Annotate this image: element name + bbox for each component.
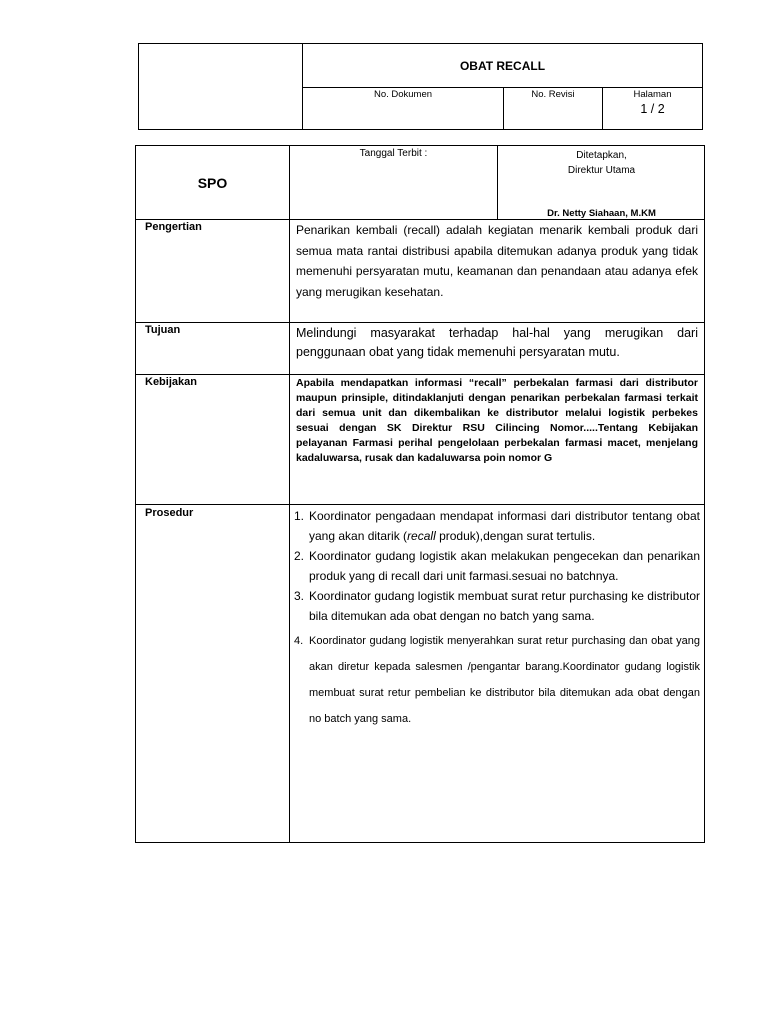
page-cell: [603, 88, 702, 129]
logo-cell: [139, 44, 303, 129]
issue-date-label: Tanggal Terbit :: [359, 148, 428, 159]
revision-label: No. Revisi: [531, 89, 575, 100]
approval-cell: [499, 146, 704, 219]
revision-cell: [504, 88, 603, 129]
document-title: OBAT RECALL: [303, 44, 702, 88]
kebijakan-text: Apabila mendapatkan informasi “recall” perbekalan farmasi dari distributor maupun prinsiple, ditindaklanjuti dengan penarikan perbekalan farmasi terkait dari semua unit dan dikembalikan ke distributor melalui logistik perbekes sesuai dengan SK Direktur RSU Cilincing Nomor.....Tentang Kebijakan pelayanan Farmasi perihal pengelolaan perbekalan farmasi macet, menjelang kadaluwarsa, rusak dan kadaluwarsa poin nomor G: [296, 377, 698, 464]
pengertian-text: Penarikan kembali (recall) adalah kegiatan menarik kembali produk dari semua mata rantai distribusi apabila ditemukan adanya produk yang tidak memenuhi persyaratan mutu, keamanan dan penandaan atau adanya efek yang merugikan kesehatan.: [296, 223, 698, 299]
kebijakan-label: Kebijakan: [145, 376, 197, 388]
prosedur-steps: [291, 506, 700, 732]
tujuan-label: Tujuan: [145, 324, 181, 336]
page-label: Halaman: [633, 89, 672, 100]
tujuan-text: Melindungi masyarakat terhadap hal-hal yang merugikan dari penggunaan obat yang tidak memenuhi persyaratan mutu.: [296, 326, 698, 359]
spo-label: SPO: [197, 174, 228, 191]
approved-label: Ditetapkan,: [576, 150, 627, 161]
issue-date-cell: [290, 146, 498, 219]
doc-number-label: No. Dokumen: [373, 89, 433, 100]
row-divider: [136, 322, 704, 323]
procedure-step: 1. Koordinator pengadaan mendapat informasi dari distributor tentang obat yang akan ditarik (recall produk),dengan surat tertulis.: [294, 509, 700, 543]
signatory-name: Dr. Netty Siahaan, M.KM: [547, 208, 656, 219]
page-value: 1 / 2: [640, 102, 665, 116]
pengertian-label: Pengertian: [145, 221, 202, 233]
column-divider: [289, 146, 290, 842]
procedure-step: 3. Koordinator gudang logistik membuat surat retur purchasing ke distributor bila ditemukan ada obat dengan no batch yang sama.: [294, 589, 700, 623]
row-divider: [136, 374, 704, 375]
approver-title: Direktur Utama: [567, 165, 636, 176]
prosedur-label: Prosedur: [145, 507, 194, 519]
document-header: [138, 43, 703, 130]
row-divider: [136, 504, 704, 505]
doc-number-cell: [303, 88, 504, 129]
procedure-step: 4. Koordinator gudang logistik menyerahkan surat retur purchasing dan obat yang akan diretur kepada salesmen /pengantar barang.Koordinator gudang logistik membuat surat retur pembelian ke distributor bila ditemukan ada obat dengan no batch yang sama.: [294, 635, 700, 725]
spo-table: [135, 145, 705, 843]
procedure-step: 2. Koordinator gudang logistik akan melakukan pengecekan dan penarikan produk yang di recall dari unit farmasi.sesuai no batchnya.: [294, 549, 700, 583]
